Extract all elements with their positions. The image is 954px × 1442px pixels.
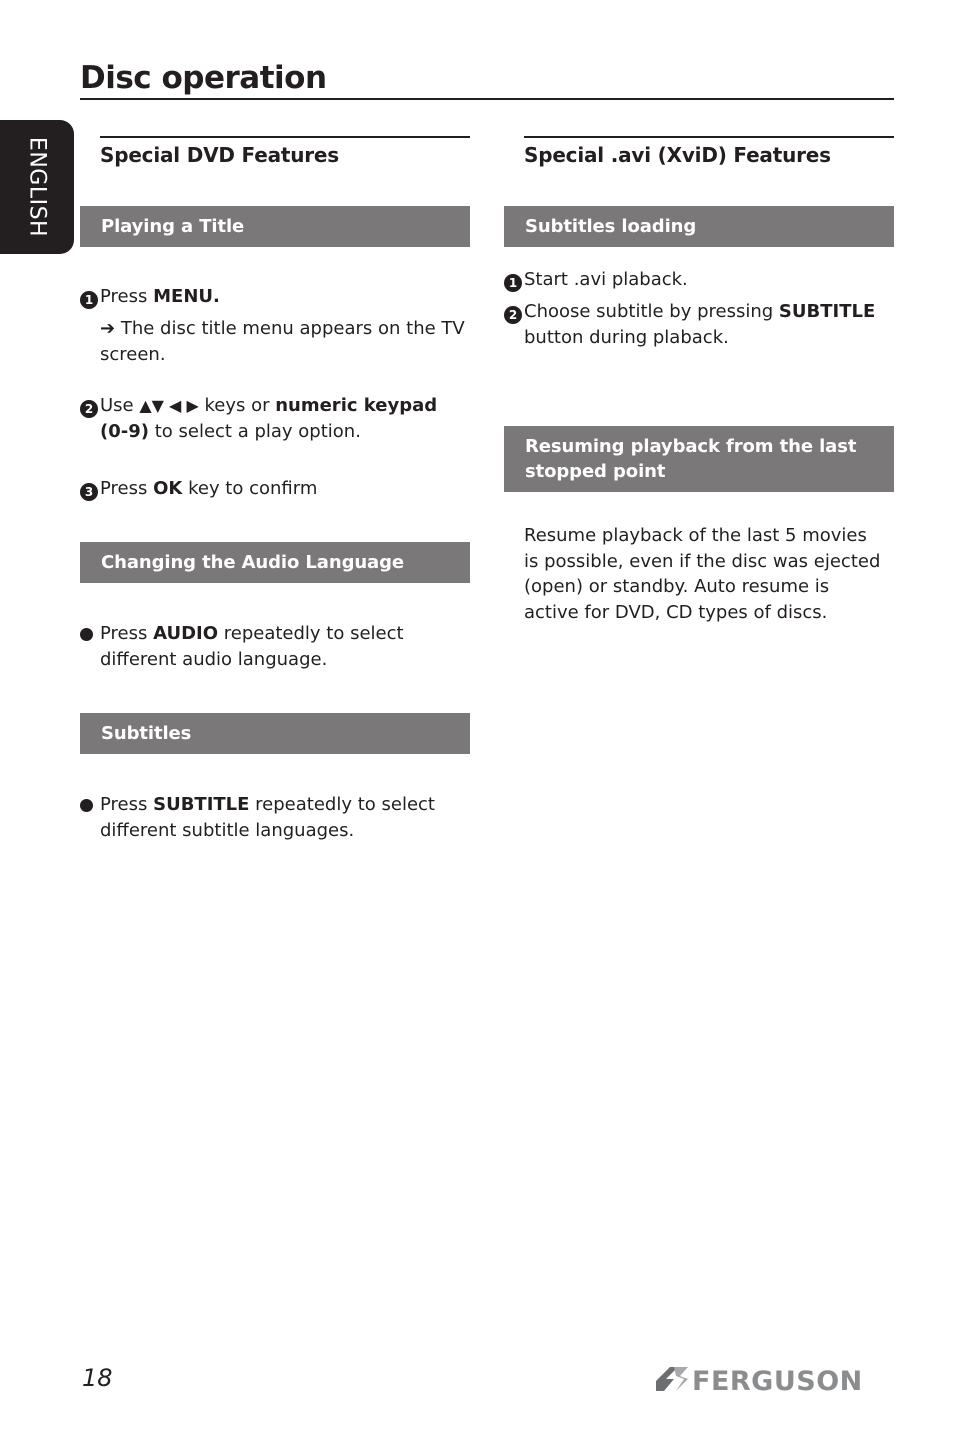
- keypad-range: (0-9): [100, 421, 149, 442]
- bar-audio-language: Changing the Audio Language: [80, 542, 470, 583]
- audio-key: AUDIO: [153, 623, 219, 644]
- step-3-press-ok: 3 Press OK key to confirm: [80, 476, 470, 502]
- step-number-3: 3: [80, 483, 98, 501]
- subtitle-instruction: Press SUBTITLE repeatedly to select different subtitle languages.: [80, 792, 470, 844]
- bullet-icon: [80, 628, 93, 641]
- audio-instruction: Press AUDIO repeatedly to select different audio language.: [80, 621, 470, 673]
- avi-step-2: 2 Choose subtitle by pressing SUBTITLE: [504, 299, 894, 325]
- numeric-keypad-label: numeric keypad: [275, 395, 438, 416]
- avi-step-1: 1 Start .avi plaback.: [504, 267, 894, 293]
- step-number-2: 2: [80, 400, 98, 418]
- bar-playing-title: Playing a Title: [80, 206, 470, 247]
- step-number-2: 2: [504, 306, 522, 324]
- section-heading-dvd: Special DVD Features: [100, 143, 339, 167]
- language-tab-label: ENGLISH: [24, 136, 50, 238]
- brand-mark-icon: [654, 1362, 894, 1396]
- bar-resume-playback: Resuming playback from the last stopped point: [504, 426, 894, 492]
- step-2-continued: (0-9) to select a play option.: [100, 421, 361, 442]
- arrow-keys-icon: ▲▼ ◀ ▶: [139, 396, 199, 415]
- avi-step-2-continued: button during plaback.: [524, 327, 729, 348]
- ferguson-logo: [654, 1362, 894, 1396]
- language-tab: [0, 120, 74, 254]
- step-1-press-menu: 1 Press MENU.: [80, 284, 470, 310]
- right-arrow-icon: ➔: [100, 318, 116, 339]
- page-number: 18: [82, 1364, 113, 1392]
- resume-description: Resume playback of the last 5 movies is possible, even if the disc was ejected (open) or standby. Auto resume is active for DVD, CD types of discs.: [524, 525, 881, 623]
- section-rule: [524, 136, 894, 138]
- bar-subtitles-loading: Subtitles loading: [504, 206, 894, 247]
- page-title: Disc operation: [80, 60, 327, 96]
- step-1-result: ➔ The disc title menu appears on the TV screen.: [100, 318, 465, 365]
- subtitle-key: SUBTITLE: [778, 301, 876, 322]
- title-rule: [80, 98, 894, 100]
- section-heading-avi: Special .avi (XviD) Features: [524, 143, 831, 167]
- step-number-1: 1: [504, 274, 522, 292]
- menu-key: MENU.: [153, 286, 220, 307]
- step-2-use-keys: 2 Use ▲▼ ◀ ▶ keys or numeric keypad: [80, 393, 470, 419]
- bullet-icon: [80, 799, 93, 812]
- ok-key: OK: [153, 478, 183, 499]
- step-number-1: 1: [80, 291, 98, 309]
- subtitle-key: SUBTITLE: [153, 794, 250, 815]
- brand-text: FERGUSON: [692, 1366, 863, 1396]
- bar-subtitles: Subtitles: [80, 713, 470, 754]
- section-rule: [100, 136, 470, 138]
